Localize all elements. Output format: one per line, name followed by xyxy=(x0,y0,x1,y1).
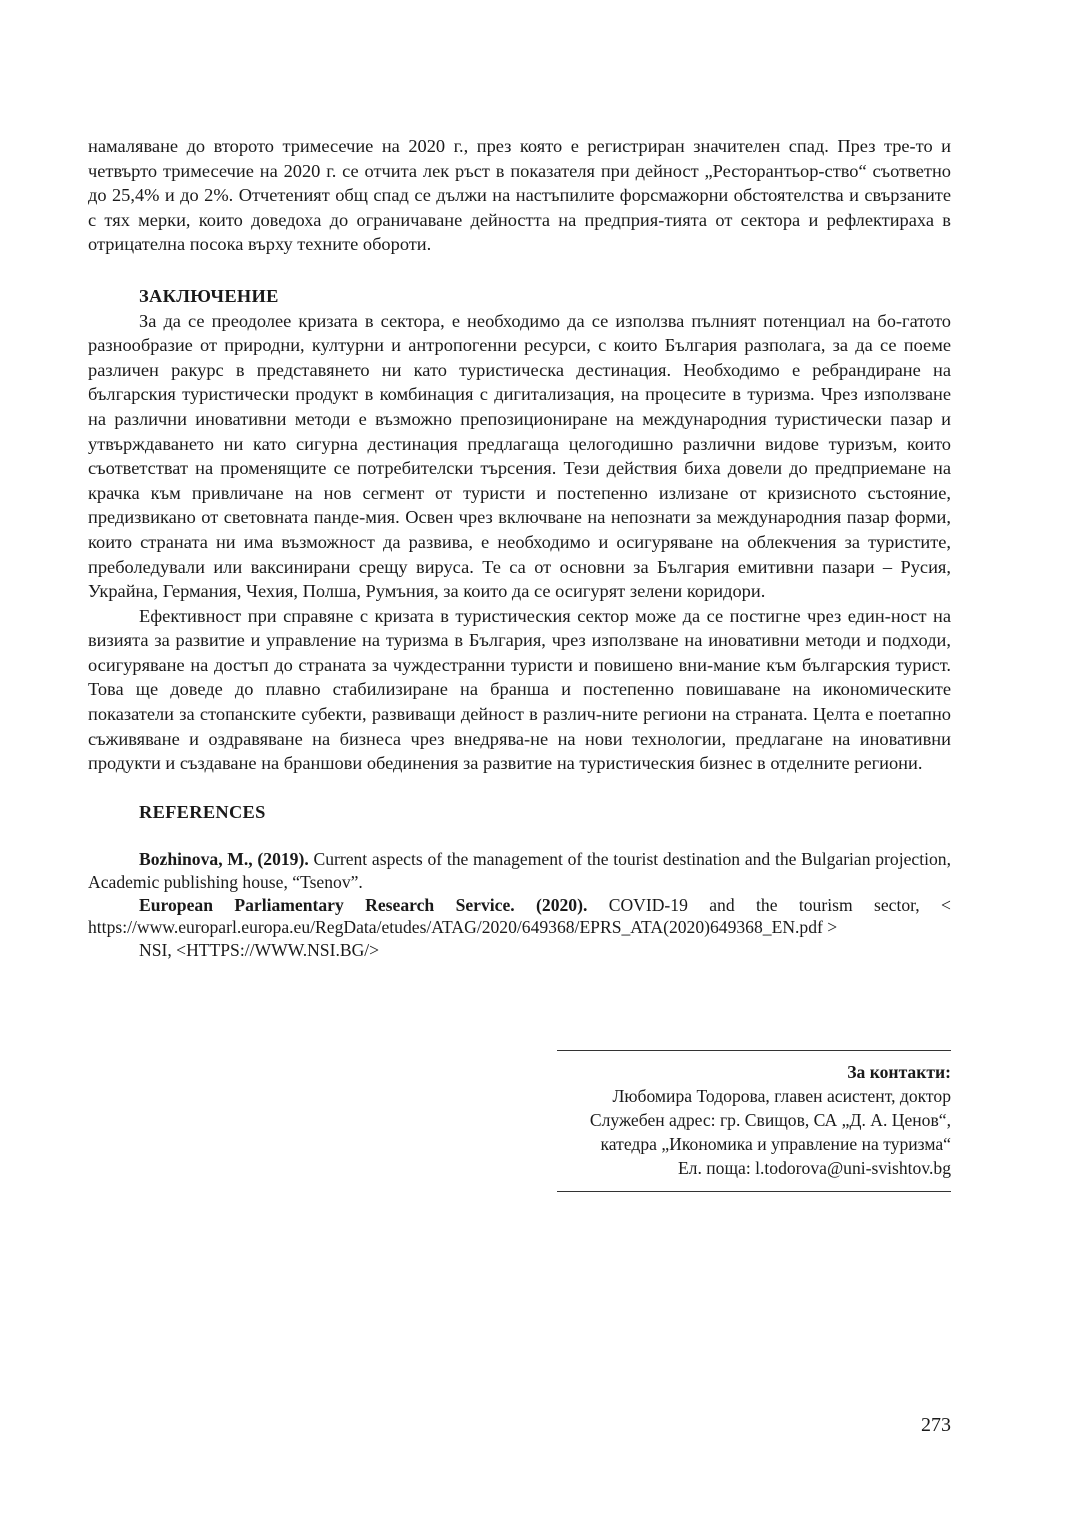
reference-author: Bozhinova, M., (2019). xyxy=(139,849,309,870)
conclusion-paragraph-2: Ефективност при справяне с кризата в туристическия сектор може да се постигне чрез един-ност на визията за развитие и управление на туризма в България, чрез използване на иновативни методи и подходи, осигуряване на достъп до страната за чуждестранни туристи и повишено вни-мание към българския турист. Това ще доведе до плавно стабилизиране на бранша и постепенно повишаване на икономическите показатели за стопанските субекти, развиващи дейност в различ-ните региони на страната. Целта е поетапно съживяване и оздравяване на бизнеса чрез внедрява-не на нови технологии, предлагане на иновативни продукти и създаване на браншови обединения за развитие на туристическия бизнес в отделните региони. xyxy=(88,605,951,774)
references-list xyxy=(88,848,951,961)
reference-text: Current aspects of the management of the tourist destination and the Bulgarian projection, Academic publishing house, “Tsenov”. xyxy=(88,849,951,893)
conclusion-heading: ЗАКЛЮЧЕНИЕ xyxy=(139,285,279,306)
reference-item xyxy=(88,894,951,939)
contact-email: Ел. поща: l.todorova@uni-svishtov.bg xyxy=(677,1158,951,1178)
contact-name: Любомира Тодорова, главен асистент, доктор xyxy=(612,1086,951,1106)
contact-address: Служебен адрес: гр. Свищов, СА „Д. А. Ценов“, xyxy=(589,1110,951,1130)
article-body xyxy=(88,134,951,961)
contact-block xyxy=(557,1050,951,1192)
reference-item xyxy=(88,939,951,962)
contact-department: катедра „Икономика и управление на туризма“ xyxy=(600,1134,951,1154)
references-heading: REFERENCES xyxy=(139,801,266,822)
contact-title: За контакти: xyxy=(847,1062,951,1082)
reference-item xyxy=(88,848,951,893)
reference-text: COVID-19 and the tourism sector, < https://www.europarl.europa.eu/RegData/etudes/ATAG/2020/649368/EPRS_ATA(2020)649368_EN.pdf > xyxy=(88,894,951,938)
continuation-paragraph: намаляване до второто тримесечие на 2020 г., през която е регистриран значителен спад. През тре-то и четвърто тримесечие на 2020 г. се отчита лек ръст в показателя при дейност „Ресторантьор-ство“ съответно до 25,4% и до 2%. Отчетеният общ спад се дължи на настъпилите форсмажорни обстоятелства и свързаните с тях мерки, които доведоха до ограничаване дейността на предприя-тията от сектора и рефлектираха в отрицателна посока върху техните обороти. xyxy=(88,136,951,255)
reference-author: European Parliamentary Research Service. (2020). xyxy=(139,894,588,915)
reference-text: NSI, <HTTPS://WWW.NSI.BG/> xyxy=(139,939,380,960)
page-number: 273 xyxy=(921,1414,951,1436)
conclusion-paragraph-1: За да се преодолее кризата в сектора, е необходимо да се използва пълният потенциал на бо-гатото разнообразие от природни, културни и антропогенни ресурси, с които България разполага, за да се поеме различен ракурс в представянето ни като туристическа дестинация. Необходимо е ребрандиране на българския туристически продукт в комбинация с дигитализация, на процесите в туризма. Чрез използване на различни иновативни методи е възможно препозициониране на международния туристически пазар и утвърждаването ни като сигурна дестинация предлагаща целогодишно различни видове туризъм, които съответстват на променящите се потребителски търсения. Тези действия биха довели до предприемане на крачка към привличане на нов сегмент от туристи и постепенно излизане от кризисното състояние, предизвикано от световната панде-мия. Освен чрез включване на непознати за международния пазар форми, които страната ни има възможност да развива, е необходимо и осигуряване на облекчения за туристите, преболедували или ваксинирани срещу вируса. Те са от основни за България емитивни пазари – Русия, Украйна, Германия, Чехия, Полша, Румъния, за които да се осигурят зелени коридори. xyxy=(88,310,951,602)
